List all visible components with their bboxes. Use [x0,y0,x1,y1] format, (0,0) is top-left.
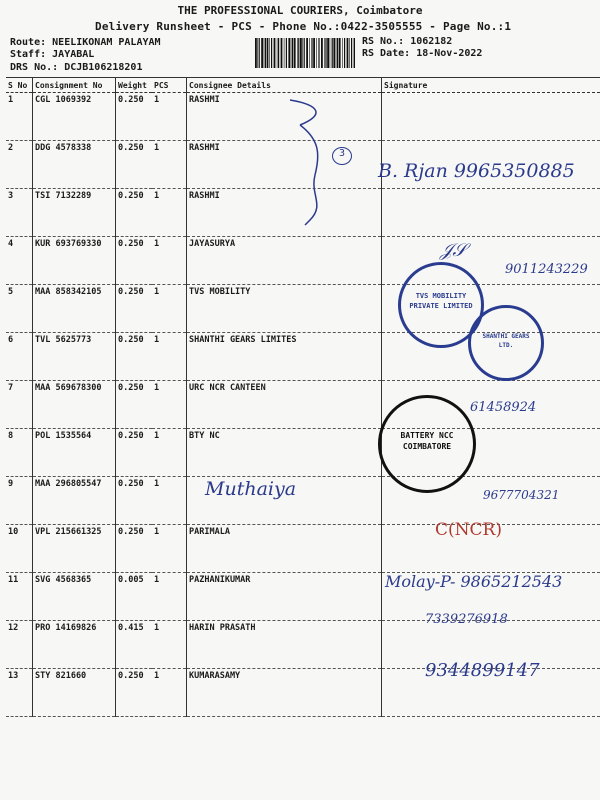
route-value: NEELIKONAM PALAYAM [52,37,161,48]
cell-consignment: KUR 693769330 [33,237,116,285]
cell-consignee: JAYASURYA [187,237,382,285]
rs-no-value: 1062182 [410,36,453,47]
barcode-bar [332,38,333,68]
rs-date-line [362,48,482,59]
barcode-bar [333,38,335,68]
rs-date-value: 18-Nov-2022 [416,48,483,59]
barcode-bar [298,38,299,68]
cell-consignee: RASHMI [187,189,382,237]
barcode-bar [339,38,341,68]
row9-phone: 9677704321 [483,488,560,502]
company-title: THE PROFESSIONAL COURIERS, Coimbatore [177,4,423,17]
cell-consignment: SVG 4568365 [33,573,116,621]
barcode-bar [321,38,323,68]
cell-weight: 0.250 [116,189,153,237]
cell-weight: 0.250 [116,669,153,717]
cell-consignment: STY 821660 [33,669,116,717]
tvs-stamp: TVS MOBILITY PRIVATE LIMITED [398,262,484,348]
cell-sno: 13 [6,669,33,717]
circled-number: 3 [332,147,352,165]
cell-signature [382,189,600,237]
cell-pcs: 1 [152,621,187,669]
cell-consignment: TVL 5625773 [33,333,116,381]
cell-pcs: 1 [152,525,187,573]
cell-consignee: RASHMI [187,93,382,141]
rs-no-label: RS No.: [362,36,405,47]
cell-sno: 6 [6,333,33,381]
cell-pcs: 1 [152,189,187,237]
barcode-bar [327,38,329,68]
col-consignment: Consignment No [33,78,116,93]
barcode-bar [318,38,319,68]
row13-signature: 9344899147 [425,660,540,681]
cell-consignment: MAA 858342105 [33,285,116,333]
cell-sno: 1 [6,93,33,141]
staff-line [10,49,94,60]
cell-weight: 0.005 [116,573,153,621]
cell-consignee: PARIMALA [187,525,382,573]
staff-label: Staff: [10,49,47,60]
cell-consignee: PAZHANIKUMAR [187,573,382,621]
barcode-bar [325,38,326,68]
barcode-bar [284,38,285,68]
cell-pcs: 1 [152,573,187,621]
barcode-bar [269,38,270,68]
col-consignee: Consignee Details [187,78,382,93]
barcode-bar [271,38,272,68]
barcode-bar [294,38,296,68]
cell-sno: 8 [6,429,33,477]
row9-name: Muthaiya [205,478,297,500]
cell-consignment: DDG 4578338 [33,141,116,189]
barcode-bar [257,38,258,68]
row2-signature: B. Rjan 9965350885 [378,160,575,182]
cell-pcs: 1 [152,141,187,189]
barcode-bar [286,38,287,68]
row10-status: C(NCR) [435,520,502,540]
cell-pcs: 1 [152,429,187,477]
cell-consignee: KUMARASAMY [187,669,382,717]
cell-sno: 4 [6,237,33,285]
cell-pcs: 1 [152,237,187,285]
cell-weight: 0.250 [116,381,153,429]
barcode-bar [336,38,337,68]
cell-signature [382,93,600,141]
row12-signature: 7339276918 [425,612,508,627]
cell-pcs: 1 [152,669,187,717]
cell-weight: 0.250 [116,93,153,141]
barcode-bar [267,38,269,68]
battery-ncc-stamp: BATTERY NCC COIMBATORE [378,395,476,493]
cell-consignment: MAA 569678300 [33,381,116,429]
barcode-bar [306,38,308,68]
cell-consignment: PRO 14169826 [33,621,116,669]
cell-sno: 7 [6,381,33,429]
cell-consignment: CGL 1069392 [33,93,116,141]
barcode-bar [278,38,279,68]
cell-sno: 10 [6,525,33,573]
cell-consignment: POL 1535564 [33,429,116,477]
table-row [6,525,600,573]
barcode-bar [261,38,263,68]
cell-consignee: SHANTHI GEARS LIMITES [187,333,382,381]
col-sno: S No [6,78,33,93]
barcode-bar [330,38,331,68]
cell-consignee: RASHMI [187,141,382,189]
cell-sno: 12 [6,621,33,669]
cell-consignment: VPL 215661325 [33,525,116,573]
barcode-bar [292,38,293,68]
row4-initials-signature: 𝒥𝒮 [440,240,467,261]
cell-sno: 11 [6,573,33,621]
barcode-bar [291,38,292,68]
barcode-bar [265,38,266,68]
cell-weight: 0.250 [116,141,153,189]
col-signature: Signature [382,78,600,93]
cell-weight: 0.250 [116,237,153,285]
col-pcs: PCS [152,78,187,93]
barcode-bar [351,38,352,68]
barcode-image [255,38,355,68]
bracket-scribble [280,95,360,235]
cell-sno: 9 [6,477,33,525]
barcode-bar [281,38,283,68]
cell-weight: 0.250 [116,333,153,381]
barcode-bar [300,38,302,68]
barcode-bar [288,38,290,68]
cell-consignment: TSI 7132289 [33,189,116,237]
col-weight: Weight [116,78,153,93]
barcode-bar [324,38,325,68]
drs-line [10,62,142,73]
route-label: Route: [10,37,47,48]
barcode-bar [337,38,338,68]
table-row [6,237,600,285]
cell-pcs: 1 [152,285,187,333]
barcode-bar [313,38,315,68]
cell-weight: 0.250 [116,477,153,525]
barcode-bar [342,38,343,68]
rs-no-line [362,36,452,47]
barcode-bar [259,38,260,68]
drs-value: DCJB106218201 [64,62,143,73]
shanthi-gears-stamp: SHANTHI GEARS LTD. [468,305,544,381]
cell-pcs: 1 [152,333,187,381]
barcode-bar [347,38,349,68]
barcode-bar [316,38,317,68]
cell-consignee: URC NCR CANTEEN [187,381,382,429]
rs-date-label: RS Date: [362,48,411,59]
cell-pcs: 1 [152,477,187,525]
cell-sno: 3 [6,189,33,237]
barcode-bar [297,38,298,68]
cell-consignment: MAA 296805547 [33,477,116,525]
cell-pcs: 1 [152,93,187,141]
row11-signature: Molay-P- 9865212543 [385,572,563,591]
barcode-bar [344,38,345,68]
cell-consignee: HARIN PRASATH [187,621,382,669]
runsheet-title: Delivery Runsheet - PCS - Phone No.:0422-3505555 - Page No.:1 [95,20,512,33]
barcode-bar [309,38,310,68]
barcode-bar [354,38,355,68]
barcode-bar [349,38,350,68]
barcode-bar [277,38,278,68]
cell-weight: 0.250 [116,525,153,573]
cell-consignee: TVS MOBILITY [187,285,382,333]
barcode-bar [311,38,312,68]
row7-phone: 61458924 [470,400,537,415]
cell-weight: 0.250 [116,285,153,333]
drs-label: DRS No.: [10,62,59,73]
barcode-bar [274,38,276,68]
table-header-row [6,78,600,93]
barcode-bar [304,38,305,68]
barcode-bar [255,38,257,68]
cell-sno: 5 [6,285,33,333]
cell-sno: 2 [6,141,33,189]
cell-weight: 0.250 [116,429,153,477]
cell-consignee: BTY NC [187,429,382,477]
cell-pcs: 1 [152,381,187,429]
row4-phone: 9011243229 [505,262,588,277]
cell-weight: 0.415 [116,621,153,669]
barcode-bar [264,38,265,68]
table-row [6,429,600,477]
barcode-bar [302,38,303,68]
route-line [10,37,161,48]
staff-value: JAYABAL [52,49,95,60]
